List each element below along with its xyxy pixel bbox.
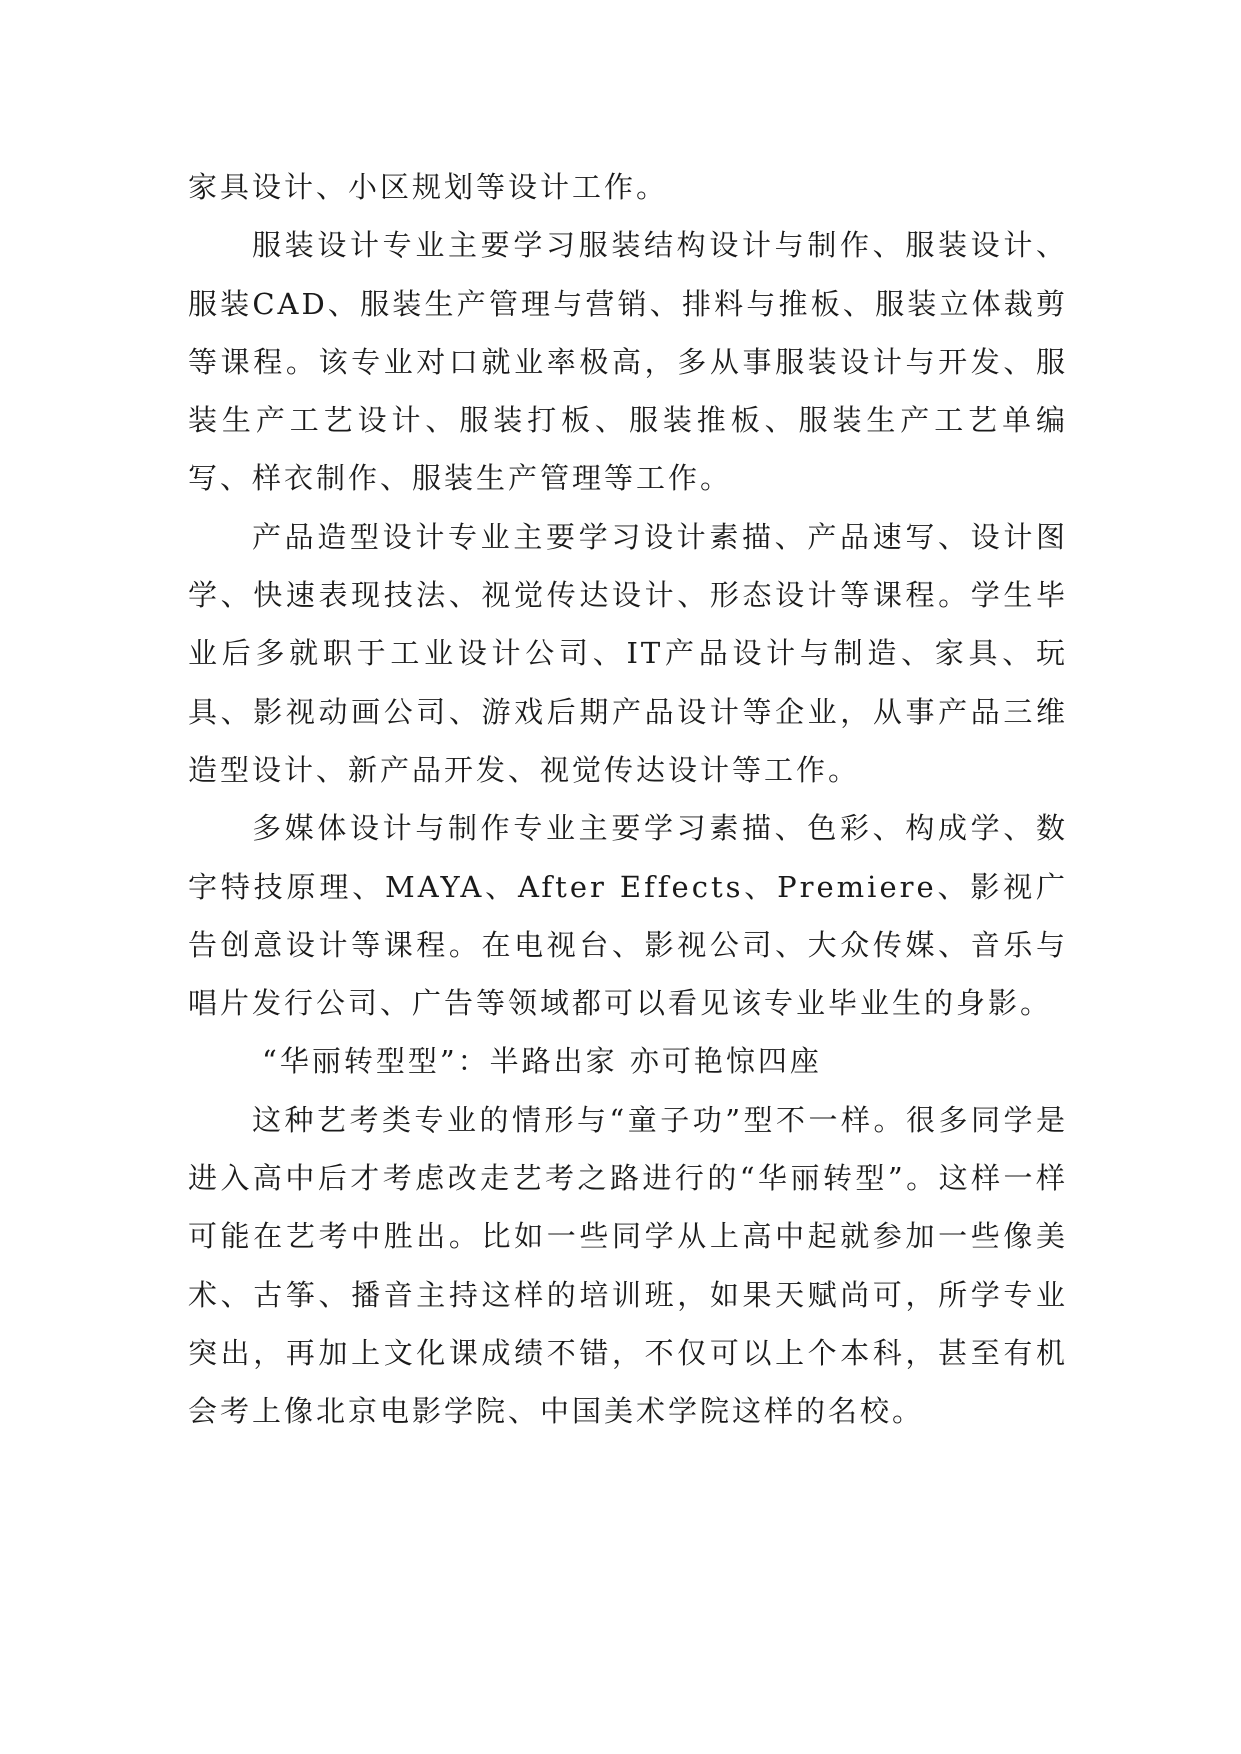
paragraph-furniture-continuation: 家具设计、小区规划等设计工作。 [188, 170, 669, 204]
section-subheading: “华丽转型型”：半路出家 亦可艳惊四座 [262, 1044, 822, 1079]
document-body [188, 158, 1068, 1441]
paragraph-transformation: 这种艺考类专业的情形与“童子功”型不一样。很多同学是进入高中后才考虑改走艺考之路进行的“华丽转型”。这样一样可能在艺考中胜出。比如一些同学从上高中起就参加一些像美术、古筝、播音主持这样的培训班，如果天赋尚可，所学专业突出，再加上文化课成绩不错，不仅可以上个本科，甚至有机会考上像北京电影学院、中国美术学院这样的名校。 [188, 1102, 1068, 1429]
paragraph-multimedia-design: 多媒体设计与制作专业主要学习素描、色彩、构成学、数字特技原理、MAYA、After Effects、Premiere、影视广告创意设计等课程。在电视台、影视公司、大众传媒、音乐与唱片发行公司、广告等领域都可以看见该专业毕业生的身影。 [188, 811, 1068, 1021]
paragraph-product-design: 产品造型设计专业主要学习设计素描、产品速写、设计图学、快速表现技法、视觉传达设计、形态设计等课程。学生毕业后多就职于工业设计公司、IT产品设计与制造、家具、玩具、影视动画公司、游戏后期产品设计等企业，从事产品三维造型设计、新产品开发、视觉传达设计等工作。 [188, 519, 1068, 787]
paragraph-fashion-design: 服装设计专业主要学习服装结构设计与制作、服装设计、服装CAD、服装生产管理与营销、排料与推板、服装立体裁剪等课程。该专业对口就业率极高，多从事服装设计与开发、服装生产工艺设计、服装打板、服装推板、服装生产工艺单编写、样衣制作、服装生产管理等工作。 [188, 228, 1068, 496]
